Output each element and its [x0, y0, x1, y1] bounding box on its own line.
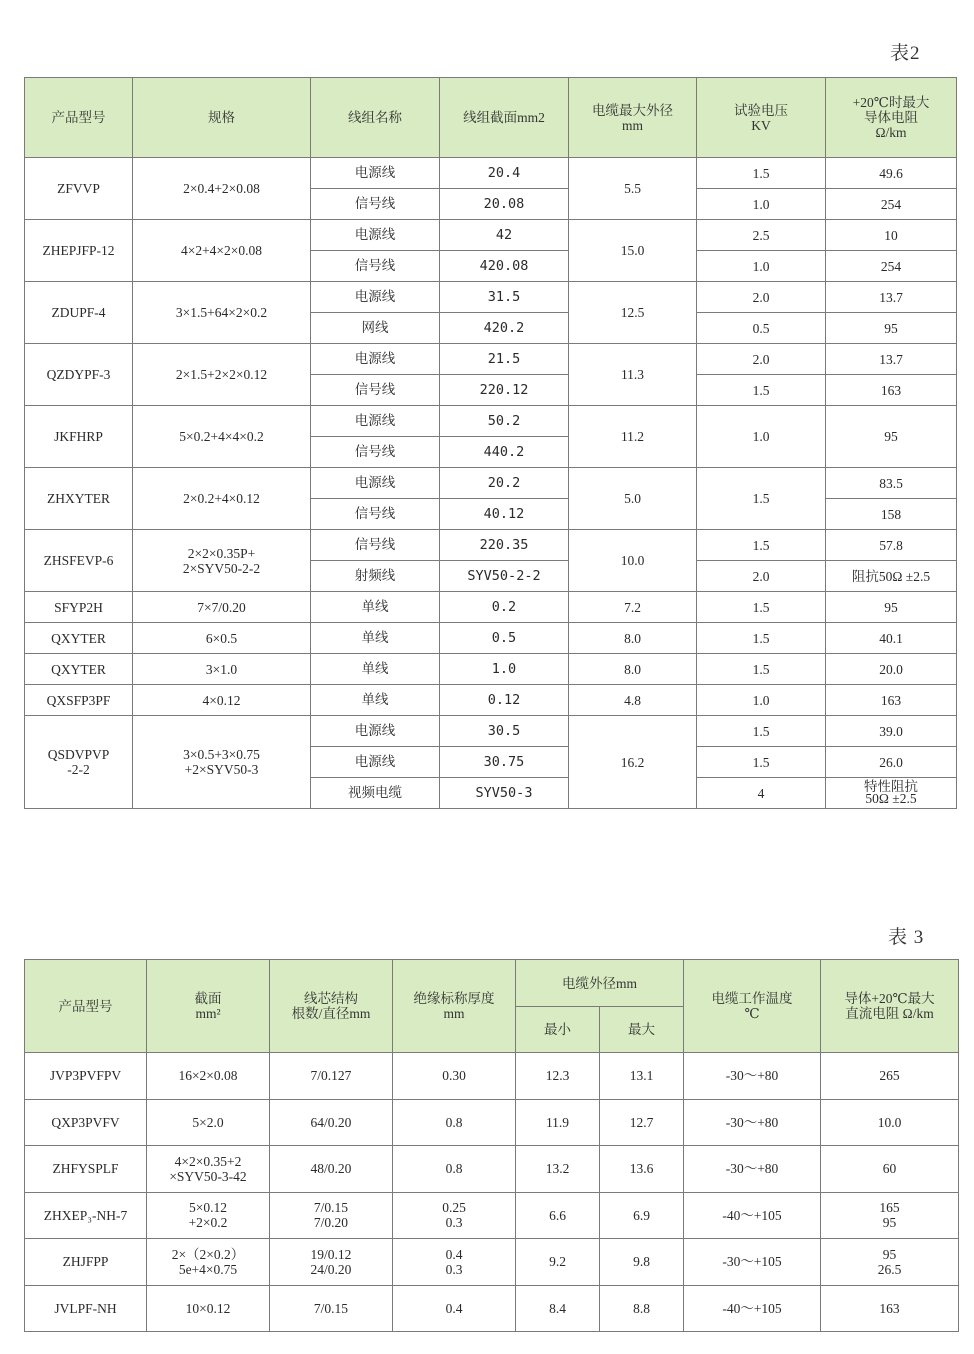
group-section: 50.2	[440, 406, 569, 437]
max-resistance: 49.6	[826, 158, 957, 189]
cross-section: 16×2×0.08	[147, 1053, 270, 1100]
test-voltage: 1.5	[697, 375, 826, 406]
table3-header-resistance: 导体+20℃最大 直流电阻 Ω/km	[821, 960, 959, 1053]
working-temperature: -30～+80	[684, 1099, 821, 1146]
max-outer-diameter: 12.5	[569, 282, 697, 344]
max-outer-diameter: 11.2	[569, 406, 697, 468]
table-row	[25, 282, 957, 313]
table-row	[25, 685, 957, 716]
test-voltage: 1.5	[697, 158, 826, 189]
group-section: 20.4	[440, 158, 569, 189]
core-structure: 48/0.20	[270, 1146, 393, 1193]
dc-resistance: 163	[821, 1285, 959, 1332]
max-resistance: 95	[826, 592, 957, 623]
outer-diameter-min: 13.2	[516, 1146, 600, 1193]
table3-header-structure: 线芯结构 根数/直径mm	[270, 960, 393, 1053]
group-section: 42	[440, 220, 569, 251]
max-outer-diameter: 8.0	[569, 654, 697, 685]
outer-diameter-max: 12.7	[600, 1099, 684, 1146]
group-name: 单线	[311, 654, 440, 685]
outer-diameter-min: 6.6	[516, 1192, 600, 1239]
dc-resistance: 60	[821, 1146, 959, 1193]
table3	[24, 959, 959, 1332]
product-model: QXP3PVFV	[25, 1099, 147, 1146]
max-resistance: 83.5	[826, 468, 957, 499]
group-name: 电源线	[311, 747, 440, 778]
table3-header-insulation: 绝缘标称厚度 mm	[393, 960, 516, 1053]
group-name: 信号线	[311, 530, 440, 561]
spec: 2×2×0.35P+ 2×SYV50-2-2	[133, 530, 311, 592]
test-voltage: 1.5	[697, 530, 826, 561]
spec: 2×0.4+2×0.08	[133, 158, 311, 220]
product-model: ZHXEP₃-NH-7	[25, 1192, 147, 1239]
test-voltage: 1.0	[697, 406, 826, 468]
spec: 3×1.5+64×2×0.2	[133, 282, 311, 344]
table2-header-4: 电缆最大外径 mm	[569, 78, 697, 158]
table-row	[25, 654, 957, 685]
test-voltage: 1.5	[697, 592, 826, 623]
product-model: ZHJFPP	[25, 1239, 147, 1286]
group-name: 单线	[311, 685, 440, 716]
test-voltage: 1.5	[697, 468, 826, 530]
table3-caption: 表 3	[888, 927, 925, 948]
working-temperature: -40～+105	[684, 1285, 821, 1332]
spec: 2×1.5+2×2×0.12	[133, 344, 311, 406]
group-name: 信号线	[311, 499, 440, 530]
max-resistance: 26.0	[826, 747, 957, 778]
max-resistance: 40.1	[826, 623, 957, 654]
group-section: SYV50-2-2	[440, 561, 569, 592]
table3-header-temperature: 电缆工作温度 ℃	[684, 960, 821, 1053]
product-model: SFYP2H	[25, 592, 133, 623]
working-temperature: -30～+80	[684, 1053, 821, 1100]
spec: 2×0.2+4×0.12	[133, 468, 311, 530]
group-name: 电源线	[311, 468, 440, 499]
table2-header-1: 规格	[133, 78, 311, 158]
cross-section: 4×2×0.35+2 ×SYV50-3-42	[147, 1146, 270, 1193]
group-section: 21.5	[440, 344, 569, 375]
max-resistance: 阻抗50Ω ±2.5	[826, 561, 957, 592]
table-row	[25, 344, 957, 375]
max-outer-diameter: 5.5	[569, 158, 697, 220]
insulation-thickness: 0.8	[393, 1099, 516, 1146]
product-model: ZFVVP	[25, 158, 133, 220]
product-model: ZHSFEVP-6	[25, 530, 133, 592]
group-section: 420.08	[440, 251, 569, 282]
outer-diameter-min: 9.2	[516, 1239, 600, 1286]
insulation-thickness: 0.30	[393, 1053, 516, 1100]
spec: 3×1.0	[133, 654, 311, 685]
spec: 4×0.12	[133, 685, 311, 716]
group-section: 31.5	[440, 282, 569, 313]
test-voltage: 1.0	[697, 685, 826, 716]
group-section: 20.08	[440, 189, 569, 220]
test-voltage: 1.5	[697, 654, 826, 685]
test-voltage: 1.5	[697, 747, 826, 778]
cross-section: 5×0.12 +2×0.2	[147, 1192, 270, 1239]
max-outer-diameter: 11.3	[569, 344, 697, 406]
table-row	[25, 1146, 959, 1193]
test-voltage: 1.0	[697, 189, 826, 220]
core-structure: 64/0.20	[270, 1099, 393, 1146]
product-model: QSDVPVP -2-2	[25, 716, 133, 809]
group-section: 1.0	[440, 654, 569, 685]
group-section: 0.2	[440, 592, 569, 623]
max-resistance: 13.7	[826, 282, 957, 313]
max-outer-diameter: 16.2	[569, 716, 697, 809]
product-model: QXYTER	[25, 623, 133, 654]
table-row	[25, 468, 957, 499]
max-resistance: 163	[826, 685, 957, 716]
max-resistance: 254	[826, 189, 957, 220]
core-structure: 7/0.15	[270, 1285, 393, 1332]
outer-diameter-min: 8.4	[516, 1285, 600, 1332]
group-section: 220.12	[440, 375, 569, 406]
outer-diameter-max: 13.6	[600, 1146, 684, 1193]
spec: 7×7/0.20	[133, 592, 311, 623]
table-row	[25, 1239, 959, 1286]
dc-resistance: 165 95	[821, 1192, 959, 1239]
test-voltage: 2.5	[697, 220, 826, 251]
max-resistance: 特性阻抗 50Ω ±2.5	[826, 778, 957, 809]
group-section: 440.2	[440, 437, 569, 468]
group-section: SYV50-3	[440, 778, 569, 809]
group-name: 信号线	[311, 437, 440, 468]
group-section: 30.75	[440, 747, 569, 778]
table-row	[25, 406, 957, 437]
table3-header-model: 产品型号	[25, 960, 147, 1053]
table3-header-min: 最小	[516, 1007, 600, 1053]
group-name: 射频线	[311, 561, 440, 592]
dc-resistance: 10.0	[821, 1099, 959, 1146]
max-resistance: 20.0	[826, 654, 957, 685]
test-voltage: 1.5	[697, 716, 826, 747]
cross-section: 2×（2×0.2） 5e+4×0.75	[147, 1239, 270, 1286]
cross-section: 5×2.0	[147, 1099, 270, 1146]
group-name: 单线	[311, 623, 440, 654]
insulation-thickness: 0.25 0.3	[393, 1192, 516, 1239]
table3-header-section: 截面 mm²	[147, 960, 270, 1053]
test-voltage: 1.5	[697, 623, 826, 654]
table-row	[25, 623, 957, 654]
outer-diameter-min: 12.3	[516, 1053, 600, 1100]
table2-header-5: 试验电压 KV	[697, 78, 826, 158]
outer-diameter-max: 8.8	[600, 1285, 684, 1332]
product-model: QXSFP3PF	[25, 685, 133, 716]
table2	[24, 77, 957, 809]
product-model: ZHXYTER	[25, 468, 133, 530]
table-row	[25, 1053, 959, 1100]
group-name: 电源线	[311, 220, 440, 251]
working-temperature: -30～+80	[684, 1146, 821, 1193]
table2-header-0: 产品型号	[25, 78, 133, 158]
group-name: 电源线	[311, 344, 440, 375]
max-resistance: 39.0	[826, 716, 957, 747]
max-outer-diameter: 15.0	[569, 220, 697, 282]
table-row	[25, 158, 957, 189]
max-resistance: 95	[826, 406, 957, 468]
group-name: 信号线	[311, 189, 440, 220]
group-name: 信号线	[311, 375, 440, 406]
product-model: ZDUPF-4	[25, 282, 133, 344]
outer-diameter-max: 9.8	[600, 1239, 684, 1286]
group-section: 420.2	[440, 313, 569, 344]
dc-resistance: 95 26.5	[821, 1239, 959, 1286]
spec: 6×0.5	[133, 623, 311, 654]
group-name: 单线	[311, 592, 440, 623]
group-name: 电源线	[311, 406, 440, 437]
insulation-thickness: 0.4	[393, 1285, 516, 1332]
table3-header-max: 最大	[600, 1007, 684, 1053]
product-model: JVLPF-NH	[25, 1285, 147, 1332]
test-voltage: 1.0	[697, 251, 826, 282]
test-voltage: 2.0	[697, 282, 826, 313]
group-section: 0.12	[440, 685, 569, 716]
outer-diameter-max: 13.1	[600, 1053, 684, 1100]
product-model: ZHEPJFP-12	[25, 220, 133, 282]
group-name: 网线	[311, 313, 440, 344]
table-row	[25, 1192, 959, 1239]
cross-section: 10×0.12	[147, 1285, 270, 1332]
max-resistance: 13.7	[826, 344, 957, 375]
core-structure: 19/0.12 24/0.20	[270, 1239, 393, 1286]
product-model: JKFHRP	[25, 406, 133, 468]
outer-diameter-min: 11.9	[516, 1099, 600, 1146]
max-resistance: 95	[826, 313, 957, 344]
working-temperature: -30～+105	[684, 1239, 821, 1286]
max-outer-diameter: 4.8	[569, 685, 697, 716]
max-resistance: 254	[826, 251, 957, 282]
table2-header-3: 线组截面mm2	[440, 78, 569, 158]
test-voltage: 2.0	[697, 561, 826, 592]
product-model: QXYTER	[25, 654, 133, 685]
table-row	[25, 220, 957, 251]
product-model: ZHFYSPLF	[25, 1146, 147, 1193]
group-name: 视频电缆	[311, 778, 440, 809]
group-name: 电源线	[311, 282, 440, 313]
max-outer-diameter: 5.0	[569, 468, 697, 530]
max-resistance: 163	[826, 375, 957, 406]
group-section: 40.12	[440, 499, 569, 530]
outer-diameter-max: 6.9	[600, 1192, 684, 1239]
insulation-thickness: 0.4 0.3	[393, 1239, 516, 1286]
max-resistance: 158	[826, 499, 957, 530]
working-temperature: -40～+105	[684, 1192, 821, 1239]
group-name: 电源线	[311, 158, 440, 189]
spec: 5×0.2+4×4×0.2	[133, 406, 311, 468]
product-model: QZDYPF-3	[25, 344, 133, 406]
group-section: 30.5	[440, 716, 569, 747]
max-outer-diameter: 10.0	[569, 530, 697, 592]
core-structure: 7/0.15 7/0.20	[270, 1192, 393, 1239]
group-section: 20.2	[440, 468, 569, 499]
spec: 3×0.5+3×0.75 +2×SYV50-3	[133, 716, 311, 809]
product-model: JVP3PVFPV	[25, 1053, 147, 1100]
table-row	[25, 716, 957, 747]
max-outer-diameter: 7.2	[569, 592, 697, 623]
test-voltage: 2.0	[697, 344, 826, 375]
table-row	[25, 530, 957, 561]
max-resistance: 10	[826, 220, 957, 251]
group-section: 220.35	[440, 530, 569, 561]
table2-header-6: +20℃时最大 导体电阻 Ω/km	[826, 78, 957, 158]
table2-header-2: 线组名称	[311, 78, 440, 158]
group-name: 电源线	[311, 716, 440, 747]
insulation-thickness: 0.8	[393, 1146, 516, 1193]
table2-caption: 表2	[890, 43, 921, 64]
core-structure: 7/0.127	[270, 1053, 393, 1100]
max-outer-diameter: 8.0	[569, 623, 697, 654]
test-voltage: 0.5	[697, 313, 826, 344]
table-row	[25, 592, 957, 623]
spec: 4×2+4×2×0.08	[133, 220, 311, 282]
table-row	[25, 1285, 959, 1332]
group-name: 信号线	[311, 251, 440, 282]
table3-header-outer-diameter: 电缆外径mm	[516, 960, 684, 1007]
max-resistance: 57.8	[826, 530, 957, 561]
table-row	[25, 1099, 959, 1146]
test-voltage: 4	[697, 778, 826, 809]
group-section: 0.5	[440, 623, 569, 654]
dc-resistance: 265	[821, 1053, 959, 1100]
